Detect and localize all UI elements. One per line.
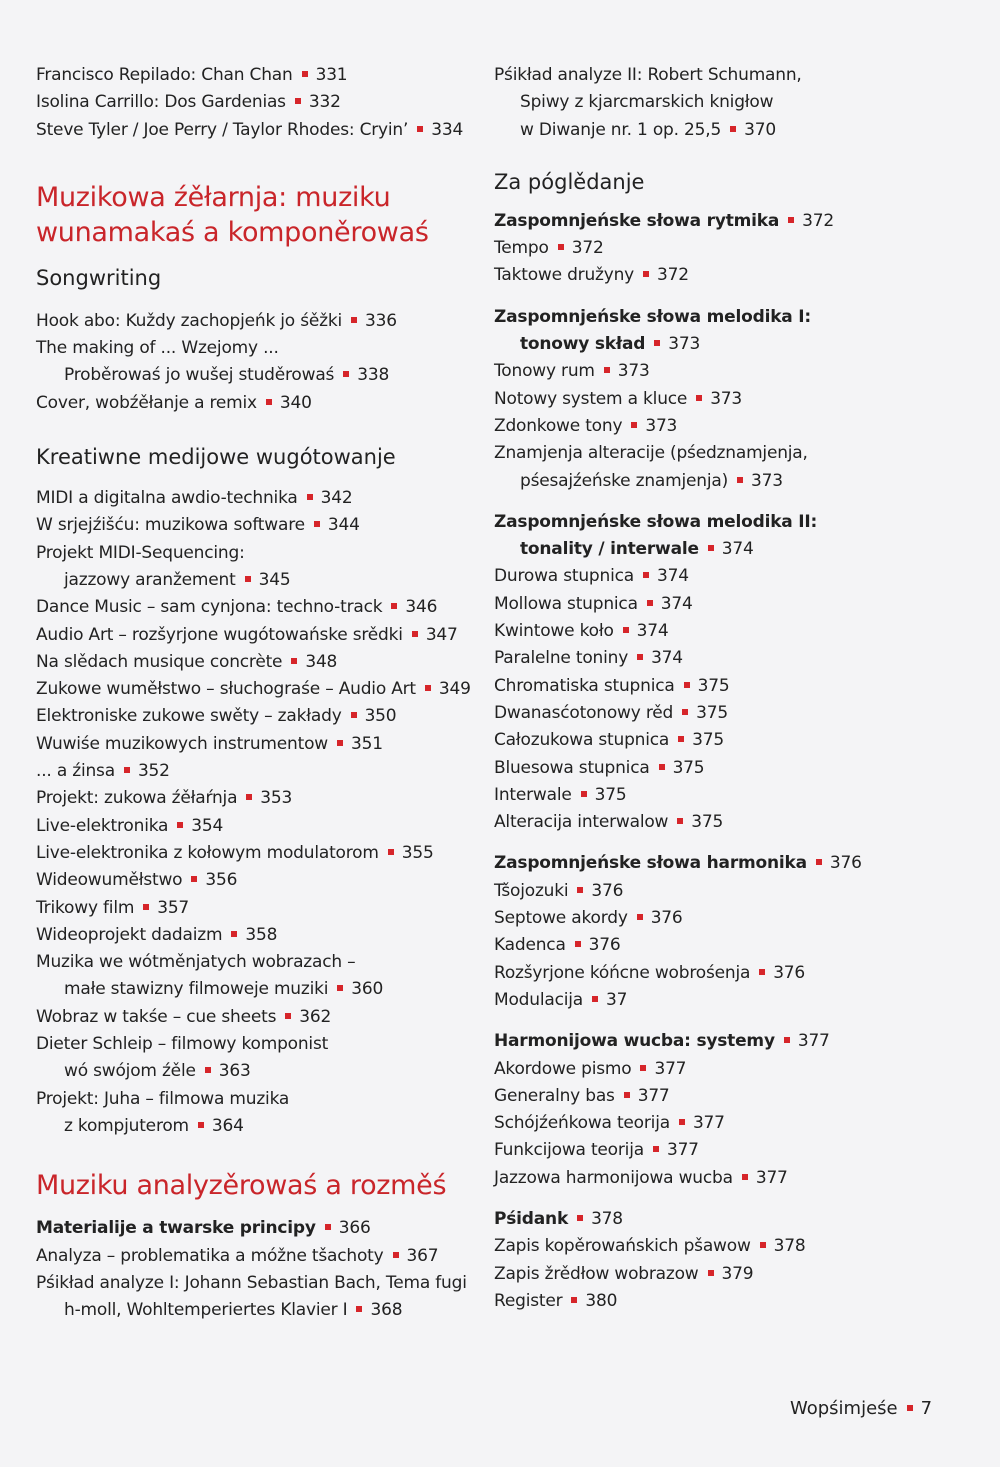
toc-entry-line[interactable]: Projekt: Juha – filmowa muzika bbox=[36, 1088, 290, 1109]
toc-left-column bbox=[36, 62, 476, 1324]
bullet-square-icon bbox=[143, 904, 149, 910]
bullet-square-icon bbox=[425, 685, 431, 691]
chapter-title: Muziku analyzěrowaś a rozměś bbox=[36, 1170, 447, 1202]
toc-section-entry[interactable]: Zaspomnjeńske słowa harmonika 376 bbox=[494, 853, 862, 874]
toc-section-entry[interactable]: Zaspomnjeńske słowa rytmika 372 bbox=[494, 210, 835, 231]
toc-entry[interactable]: Dance Music – sam cynjona: techno-track 346 bbox=[36, 597, 438, 618]
toc-entry[interactable]: małe stawizny filmoweje muziki 360 bbox=[64, 979, 384, 1000]
bullet-square-icon bbox=[624, 1092, 630, 1098]
toc-entry[interactable]: Tempo 372 bbox=[494, 238, 604, 259]
bullet-square-icon bbox=[637, 654, 643, 660]
toc-entry[interactable]: Live-elektronika z kołowym modulatorom 355 bbox=[36, 842, 434, 863]
toc-entry-line[interactable]: Pśikład analyze II: Robert Schumann, bbox=[494, 65, 802, 85]
page-number: 7 bbox=[920, 1398, 933, 1419]
toc-entry[interactable]: Kadenca 376 bbox=[494, 935, 621, 956]
toc-entry[interactable]: Schójźeńkowa teorija 377 bbox=[494, 1113, 725, 1134]
bullet-square-icon bbox=[314, 521, 320, 527]
toc-entry-line[interactable]: Projekt MIDI-Sequencing: bbox=[36, 542, 245, 563]
bullet-square-icon bbox=[343, 371, 349, 377]
bullet-square-icon bbox=[291, 658, 297, 664]
bullet-square-icon bbox=[760, 1242, 766, 1248]
toc-section-entry[interactable]: tonality / interwale 374 bbox=[520, 539, 754, 560]
bullet-square-icon bbox=[643, 271, 649, 277]
toc-section-entry[interactable]: Harmonijowa wucba: systemy 377 bbox=[494, 1031, 830, 1052]
bullet-square-icon bbox=[307, 494, 313, 500]
bullet-square-icon bbox=[337, 985, 343, 991]
toc-entry[interactable]: Akordowe pismo 377 bbox=[494, 1058, 687, 1079]
toc-entry[interactable]: Kwintowe koło 374 bbox=[494, 621, 669, 642]
bullet-square-icon bbox=[640, 1065, 646, 1071]
bullet-square-icon bbox=[647, 600, 653, 606]
bullet-square-icon bbox=[295, 98, 301, 104]
toc-entry-line[interactable]: Znamjenja alteracije (pśedznamjenja, bbox=[494, 443, 808, 464]
bullet-square-icon bbox=[205, 1067, 211, 1073]
bullet-square-icon bbox=[788, 217, 794, 223]
toc-entry[interactable]: Dwanasćotonowy rěd 375 bbox=[494, 702, 728, 723]
bullet-square-icon bbox=[907, 1405, 913, 1411]
toc-entry[interactable]: Analyza – problematika a móžne tšachoty 367 bbox=[36, 1245, 439, 1266]
bullet-square-icon bbox=[737, 477, 743, 483]
bullet-square-icon bbox=[730, 126, 736, 132]
toc-entry[interactable]: Modulacija 37 bbox=[494, 989, 628, 1010]
bullet-square-icon bbox=[631, 422, 637, 428]
toc-entry[interactable]: MIDI a digitalna awdio-technika 342 bbox=[36, 488, 353, 509]
toc-section-entry-line[interactable]: Zaspomnjeńske słowa melodika I: bbox=[494, 306, 812, 327]
toc-entry[interactable]: Francisco Repilado: Chan Chan 331 bbox=[36, 65, 348, 85]
bullet-square-icon bbox=[654, 340, 660, 346]
toc-entry[interactable]: Proběrowaś jo wušej studěrowaś 338 bbox=[64, 365, 390, 386]
bullet-square-icon bbox=[388, 849, 394, 855]
bullet-square-icon bbox=[708, 545, 714, 551]
toc-section-entry[interactable]: tonowy skład 373 bbox=[520, 334, 701, 355]
bullet-square-icon bbox=[417, 126, 423, 132]
toc-entry[interactable]: Notowy system a kluce 373 bbox=[494, 388, 743, 409]
toc-entry[interactable]: Steve Tyler / Joe Perry / Taylor Rhodes: Cryin’ 334 bbox=[36, 119, 464, 140]
footer-section-label: Wopśimjeśe bbox=[790, 1398, 898, 1419]
bullet-square-icon bbox=[742, 1174, 748, 1180]
toc-entry[interactable]: Wideowuměłstwo 356 bbox=[36, 870, 238, 891]
toc-entry[interactable]: Paralelne toniny 374 bbox=[494, 648, 683, 669]
bullet-square-icon bbox=[678, 736, 684, 742]
bullet-square-icon bbox=[682, 709, 688, 715]
bullet-square-icon bbox=[653, 1146, 659, 1152]
toc-entry[interactable]: Zdonkowe tony 373 bbox=[494, 415, 678, 436]
bullet-square-icon bbox=[124, 767, 130, 773]
toc-entry-line[interactable]: Pśikład analyze I: Johann Sebastian Bach, Tema fugi bbox=[36, 1272, 467, 1293]
bullet-square-icon bbox=[659, 764, 665, 770]
bullet-square-icon bbox=[577, 1215, 583, 1221]
bullet-square-icon bbox=[759, 969, 765, 975]
toc-entry[interactable]: ... a źinsa 352 bbox=[36, 761, 170, 782]
toc-entry[interactable]: Wideoprojekt dadaizm 358 bbox=[36, 924, 278, 945]
toc-entry[interactable]: Taktowe družyny 372 bbox=[494, 265, 689, 286]
toc-entry[interactable]: Durowa stupnica 374 bbox=[494, 566, 689, 587]
bullet-square-icon bbox=[245, 576, 251, 582]
toc-entry[interactable]: pśesajźeńske znamjenja) 373 bbox=[520, 470, 783, 491]
toc-entry[interactable]: Wuwiśe muzikowych instrumentow 351 bbox=[36, 733, 383, 754]
toc-entry[interactable]: Funkcijowa teorija 377 bbox=[494, 1140, 699, 1161]
toc-section-entry[interactable]: Pśidank 378 bbox=[494, 1208, 623, 1229]
bullet-square-icon bbox=[325, 1224, 331, 1230]
toc-entry[interactable]: Mollowa stupnica 374 bbox=[494, 593, 693, 614]
bullet-square-icon bbox=[198, 1122, 204, 1128]
toc-entry[interactable]: Jazzowa harmonijowa wucba 377 bbox=[494, 1167, 788, 1188]
bullet-square-icon bbox=[302, 71, 308, 77]
toc-entry[interactable]: z kompjuterom 364 bbox=[64, 1115, 244, 1136]
toc-entry-line[interactable]: The making of ... Wzejomy ... bbox=[36, 338, 279, 359]
toc-entry[interactable]: jazzowy aranžement 345 bbox=[64, 569, 291, 590]
bullet-square-icon bbox=[285, 1013, 291, 1019]
toc-entry[interactable]: Generalny bas 377 bbox=[494, 1085, 670, 1106]
toc-entry[interactable]: Wobraz w takśe – cue sheets 362 bbox=[36, 1006, 332, 1027]
section-heading: Za póglědanje bbox=[494, 169, 645, 194]
bullet-square-icon bbox=[356, 1306, 362, 1312]
toc-entry[interactable]: Register 380 bbox=[494, 1290, 618, 1311]
toc-section-entry[interactable]: Materialije a twarske principy 366 bbox=[36, 1218, 371, 1239]
toc-entry[interactable]: Cover, wobźěłanje a remix 340 bbox=[36, 392, 312, 413]
toc-entry-line[interactable]: Dieter Schleip – filmowy komponist bbox=[36, 1034, 329, 1055]
bullet-square-icon bbox=[266, 399, 272, 405]
bullet-square-icon bbox=[575, 941, 581, 947]
bullet-square-icon bbox=[177, 822, 183, 828]
bullet-square-icon bbox=[246, 794, 252, 800]
toc-entry[interactable]: Chromatiska stupnica 375 bbox=[494, 675, 730, 696]
toc-entry[interactable]: Zapis kopěrowańskich pšawow 378 bbox=[494, 1236, 806, 1257]
bullet-square-icon bbox=[337, 740, 343, 746]
toc-entry[interactable]: Audio Art – rozšyrjone wugótowańske srědki 347 bbox=[36, 624, 458, 645]
bullet-square-icon bbox=[708, 1270, 714, 1276]
toc-entry[interactable]: wó swójom źěle 363 bbox=[64, 1061, 251, 1082]
toc-entry[interactable]: W srjejźišću: muzikowa software 344 bbox=[36, 515, 360, 536]
bullet-square-icon bbox=[684, 682, 690, 688]
toc-entry[interactable]: Rozšyrjone kóńcne wobrośenja 376 bbox=[494, 962, 806, 983]
page-footer bbox=[790, 1398, 932, 1419]
toc-entry[interactable]: Tšojozuki 376 bbox=[494, 880, 624, 901]
bullet-square-icon bbox=[581, 791, 587, 797]
toc-entry[interactable]: Całozukowa stupnica 375 bbox=[494, 730, 724, 751]
toc-entry[interactable]: Zapis žrědłow wobrazow 379 bbox=[494, 1263, 754, 1284]
toc-entry[interactable]: h-moll, Wohltemperiertes Klavier I 368 bbox=[64, 1300, 403, 1321]
toc-entry[interactable]: Bluesowa stupnica 375 bbox=[494, 757, 705, 778]
toc-entry[interactable]: Tonowy rum 373 bbox=[494, 361, 650, 382]
toc-entry-line[interactable]: Spiwy z kjarcmarskich knigłow bbox=[520, 92, 774, 113]
toc-entry[interactable]: w Diwanje nr. 1 op. 25,5 370 bbox=[520, 119, 776, 140]
bullet-square-icon bbox=[637, 914, 643, 920]
toc-right-column bbox=[494, 62, 964, 1315]
bullet-square-icon bbox=[351, 317, 357, 323]
toc-entry[interactable]: Live-elektronika 354 bbox=[36, 815, 224, 836]
bullet-square-icon bbox=[784, 1037, 790, 1043]
bullet-square-icon bbox=[231, 931, 237, 937]
bullet-square-icon bbox=[577, 887, 583, 893]
bullet-square-icon bbox=[351, 712, 357, 718]
toc-entry-line[interactable]: Muzika we wótměnjatych wobrazach – bbox=[36, 952, 356, 973]
section-heading: Kreatiwne medijowe wugótowanje bbox=[36, 445, 396, 470]
toc-entry[interactable]: Septowe akordy 376 bbox=[494, 908, 683, 929]
chapter-title: Muzikowa źěłarnja: muziku wunamakaś a komponěrowaś bbox=[36, 181, 429, 248]
bullet-square-icon bbox=[643, 572, 649, 578]
toc-entry[interactable]: Elektroniske zukowe swěty – zakłady 350 bbox=[36, 706, 397, 727]
bullet-square-icon bbox=[391, 603, 397, 609]
bullet-square-icon bbox=[623, 627, 629, 633]
toc-entry[interactable]: Zukowe wuměłstwo – słuchograśe – Audio Art 349 bbox=[36, 679, 471, 700]
bullet-square-icon bbox=[677, 818, 683, 824]
bullet-square-icon bbox=[191, 876, 197, 882]
bullet-square-icon bbox=[558, 244, 564, 250]
toc-entry[interactable]: Interwale 375 bbox=[494, 784, 627, 805]
bullet-square-icon bbox=[571, 1297, 577, 1303]
bullet-square-icon bbox=[816, 859, 822, 865]
toc-entry[interactable]: Na slědach musique concrète 348 bbox=[36, 651, 338, 672]
bullet-square-icon bbox=[696, 395, 702, 401]
toc-entry[interactable]: Projekt: zukowa źěłaŕnja 353 bbox=[36, 788, 293, 809]
toc-entry[interactable]: Isolina Carrillo: Dos Gardenias 332 bbox=[36, 92, 341, 113]
bullet-square-icon bbox=[679, 1119, 685, 1125]
toc-entry[interactable]: Trikowy film 357 bbox=[36, 897, 190, 918]
bullet-square-icon bbox=[412, 631, 418, 637]
bullet-square-icon bbox=[604, 367, 610, 373]
toc-entry[interactable]: Alteracija interwalow 375 bbox=[494, 812, 724, 833]
bullet-square-icon bbox=[592, 996, 598, 1002]
toc-section-entry-line[interactable]: Zaspomnjeńske słowa melodika II: bbox=[494, 511, 818, 532]
bullet-square-icon bbox=[393, 1252, 399, 1258]
section-heading: Songwriting bbox=[36, 265, 162, 290]
toc-entry[interactable]: Hook abo: Kuždy zachopjeńk jo śěžki 336 bbox=[36, 310, 397, 331]
